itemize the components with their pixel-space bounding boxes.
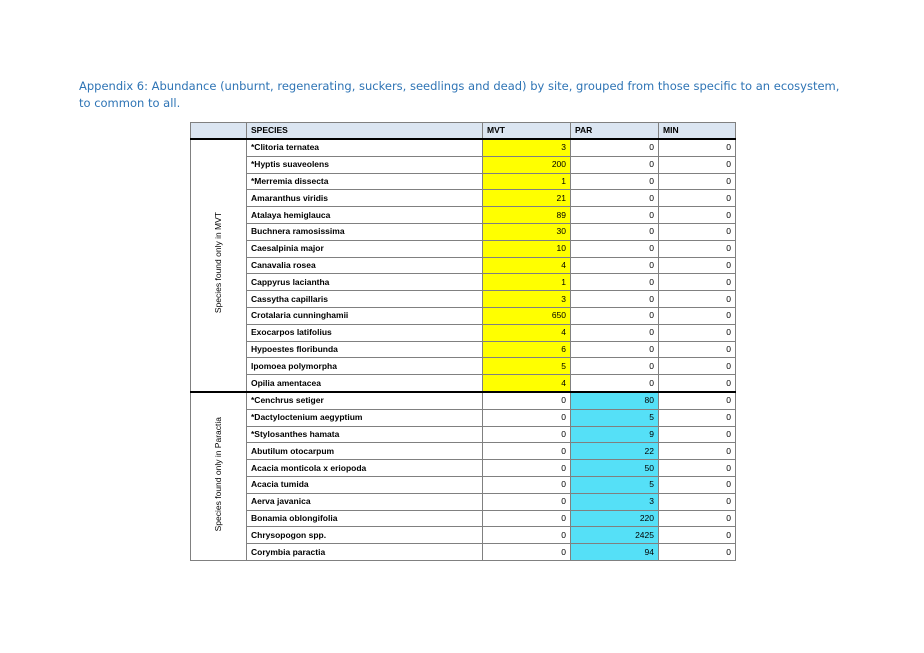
species-cell: Abutilum otocarpum xyxy=(247,443,483,460)
species-cell: Bonamia oblongifolia xyxy=(247,510,483,527)
header-mvt: MVT xyxy=(483,123,571,140)
par-cell: 220 xyxy=(571,510,659,527)
group-label: Species found only in MVT xyxy=(213,212,223,314)
mvt-cell: 0 xyxy=(483,476,571,493)
par-cell: 0 xyxy=(571,257,659,274)
mvt-cell: 1 xyxy=(483,173,571,190)
min-cell: 0 xyxy=(659,426,736,443)
min-cell: 0 xyxy=(659,510,736,527)
header-group xyxy=(191,123,247,140)
species-cell: Canavalia rosea xyxy=(247,257,483,274)
mvt-cell: 0 xyxy=(483,460,571,477)
par-cell: 0 xyxy=(571,358,659,375)
par-cell: 50 xyxy=(571,460,659,477)
par-cell: 5 xyxy=(571,409,659,426)
table-row xyxy=(191,460,736,477)
species-cell: Cassytha capillaris xyxy=(247,291,483,308)
min-cell: 0 xyxy=(659,476,736,493)
min-cell: 0 xyxy=(659,274,736,291)
group-label: Species found only in Paractia xyxy=(213,416,223,532)
par-cell: 2425 xyxy=(571,527,659,544)
mvt-cell: 0 xyxy=(483,443,571,460)
min-cell: 0 xyxy=(659,460,736,477)
par-cell: 0 xyxy=(571,223,659,240)
min-cell: 0 xyxy=(659,307,736,324)
par-cell: 0 xyxy=(571,324,659,341)
par-cell: 3 xyxy=(571,493,659,510)
par-cell: 0 xyxy=(571,156,659,173)
table-header-row xyxy=(191,123,736,140)
min-cell: 0 xyxy=(659,190,736,207)
mvt-cell: 89 xyxy=(483,207,571,224)
mvt-cell: 30 xyxy=(483,223,571,240)
min-cell: 0 xyxy=(659,527,736,544)
table-row xyxy=(191,392,736,409)
table-row xyxy=(191,409,736,426)
min-cell: 0 xyxy=(659,223,736,240)
mvt-cell: 6 xyxy=(483,341,571,358)
mvt-cell: 0 xyxy=(483,493,571,510)
mvt-cell: 3 xyxy=(483,291,571,308)
par-cell: 0 xyxy=(571,291,659,308)
species-cell: Atalaya hemiglauca xyxy=(247,207,483,224)
table-row xyxy=(191,426,736,443)
mvt-cell: 5 xyxy=(483,358,571,375)
species-cell: Acacia monticola x eriopoda xyxy=(247,460,483,477)
min-cell: 0 xyxy=(659,207,736,224)
table-row xyxy=(191,307,736,324)
table-row xyxy=(191,207,736,224)
min-cell: 0 xyxy=(659,240,736,257)
group-label-cell xyxy=(191,392,247,560)
species-cell: Hypoestes floribunda xyxy=(247,341,483,358)
species-cell: Chrysopogon spp. xyxy=(247,527,483,544)
appendix-caption: Appendix 6: Abundance (unburnt, regenerating, suckers, seedlings and dead) by site, grouped from those specific to an ecosystem, to common to all. xyxy=(79,79,840,110)
par-cell: 22 xyxy=(571,443,659,460)
min-cell: 0 xyxy=(659,173,736,190)
table-row xyxy=(191,493,736,510)
mvt-cell: 1 xyxy=(483,274,571,291)
species-cell: Corymbia paractia xyxy=(247,544,483,561)
species-cell: Crotalaria cunninghamii xyxy=(247,307,483,324)
mvt-cell: 3 xyxy=(483,139,571,156)
species-cell: Caesalpinia major xyxy=(247,240,483,257)
species-cell: Exocarpos latifolius xyxy=(247,324,483,341)
table-row xyxy=(191,240,736,257)
min-cell: 0 xyxy=(659,392,736,409)
par-cell: 80 xyxy=(571,392,659,409)
abundance-table xyxy=(190,122,736,561)
min-cell: 0 xyxy=(659,544,736,561)
species-cell: *Clitoria ternatea xyxy=(247,139,483,156)
min-cell: 0 xyxy=(659,358,736,375)
min-cell: 0 xyxy=(659,375,736,392)
table-row xyxy=(191,291,736,308)
mvt-cell: 4 xyxy=(483,257,571,274)
min-cell: 0 xyxy=(659,257,736,274)
min-cell: 0 xyxy=(659,443,736,460)
par-cell: 0 xyxy=(571,274,659,291)
species-cell: Buchnera ramosissima xyxy=(247,223,483,240)
table-row xyxy=(191,257,736,274)
table-row xyxy=(191,510,736,527)
species-cell: Amaranthus viridis xyxy=(247,190,483,207)
par-cell: 0 xyxy=(571,240,659,257)
mvt-cell: 0 xyxy=(483,426,571,443)
min-cell: 0 xyxy=(659,493,736,510)
table-row xyxy=(191,274,736,291)
table-row xyxy=(191,139,736,156)
table-row xyxy=(191,190,736,207)
par-cell: 0 xyxy=(571,207,659,224)
table-row xyxy=(191,223,736,240)
species-cell: *Merremia dissecta xyxy=(247,173,483,190)
species-cell: *Hyptis suaveolens xyxy=(247,156,483,173)
mvt-cell: 200 xyxy=(483,156,571,173)
min-cell: 0 xyxy=(659,324,736,341)
table-row xyxy=(191,156,736,173)
table-row xyxy=(191,527,736,544)
min-cell: 0 xyxy=(659,341,736,358)
par-cell: 5 xyxy=(571,476,659,493)
species-cell: Acacia tumida xyxy=(247,476,483,493)
table-row xyxy=(191,544,736,561)
species-cell: Ipomoea polymorpha xyxy=(247,358,483,375)
mvt-cell: 0 xyxy=(483,392,571,409)
table-row xyxy=(191,443,736,460)
mvt-cell: 0 xyxy=(483,409,571,426)
species-cell: *Stylosanthes hamata xyxy=(247,426,483,443)
par-cell: 0 xyxy=(571,375,659,392)
mvt-cell: 4 xyxy=(483,324,571,341)
mvt-cell: 650 xyxy=(483,307,571,324)
par-cell: 0 xyxy=(571,139,659,156)
par-cell: 0 xyxy=(571,341,659,358)
table-row xyxy=(191,324,736,341)
min-cell: 0 xyxy=(659,291,736,308)
mvt-cell: 21 xyxy=(483,190,571,207)
header-par: PAR xyxy=(571,123,659,140)
mvt-cell: 0 xyxy=(483,544,571,561)
par-cell: 0 xyxy=(571,190,659,207)
table-row xyxy=(191,375,736,392)
species-cell: Aerva javanica xyxy=(247,493,483,510)
mvt-cell: 4 xyxy=(483,375,571,392)
species-cell: *Cenchrus setiger xyxy=(247,392,483,409)
header-species: SPECIES xyxy=(247,123,483,140)
par-cell: 0 xyxy=(571,307,659,324)
table-row xyxy=(191,358,736,375)
par-cell: 9 xyxy=(571,426,659,443)
min-cell: 0 xyxy=(659,139,736,156)
min-cell: 0 xyxy=(659,156,736,173)
mvt-cell: 10 xyxy=(483,240,571,257)
table-row xyxy=(191,173,736,190)
species-cell: *Dactyloctenium aegyptium xyxy=(247,409,483,426)
mvt-cell: 0 xyxy=(483,510,571,527)
table-body xyxy=(191,139,736,560)
table-row xyxy=(191,341,736,358)
min-cell: 0 xyxy=(659,409,736,426)
table-row xyxy=(191,476,736,493)
group-label-cell xyxy=(191,139,247,392)
par-cell: 94 xyxy=(571,544,659,561)
header-min: MIN xyxy=(659,123,736,140)
par-cell: 0 xyxy=(571,173,659,190)
species-cell: Cappyrus laciantha xyxy=(247,274,483,291)
mvt-cell: 0 xyxy=(483,527,571,544)
species-cell: Opilia amentacea xyxy=(247,375,483,392)
